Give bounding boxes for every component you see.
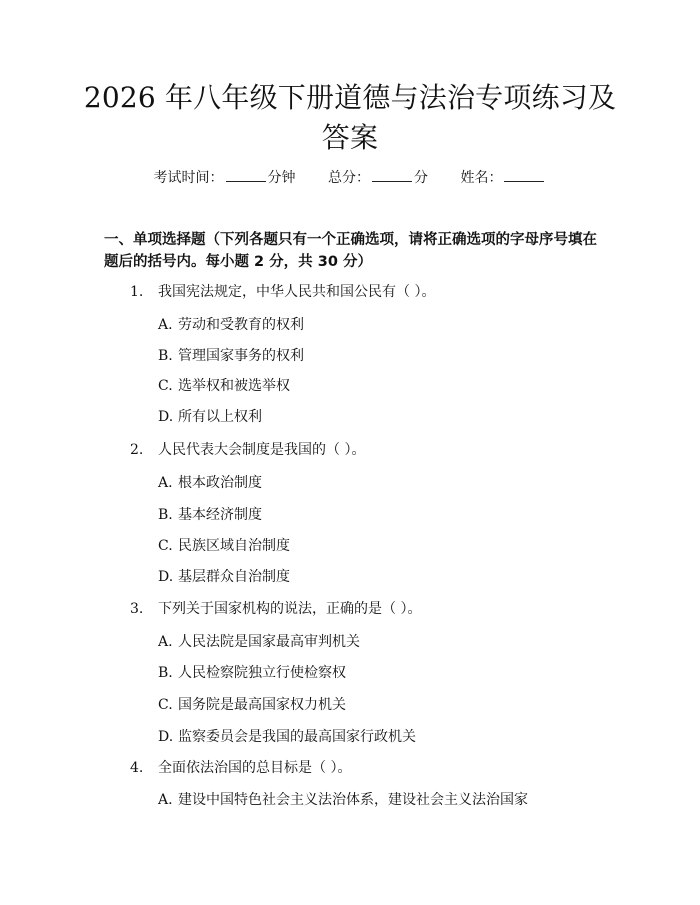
option-text: 管理国家事务的权利 bbox=[178, 348, 304, 364]
section-heading: 一、单项选择题（下列各题只有一个正确选项，请将正确选项的字母序号填在题后的括号内。每小题 2 分，共 30 分） bbox=[104, 232, 597, 270]
option-letter: C. bbox=[158, 538, 173, 554]
exam-time-blank[interactable] bbox=[226, 167, 266, 182]
question-text: 人民代表大会制度是我国的（ ）。 bbox=[158, 442, 366, 458]
option-letter: B. bbox=[158, 348, 173, 364]
question-text: 我国宪法规定，中华人民共和国公民有（ ）。 bbox=[158, 284, 436, 300]
total-score-unit: 分 bbox=[414, 170, 428, 186]
option-letter: B. bbox=[158, 507, 173, 523]
exam-time-field bbox=[154, 167, 296, 188]
student-name-blank[interactable] bbox=[504, 167, 544, 182]
option-text: 人民法院是国家最高审判机关 bbox=[178, 634, 360, 650]
question-2-option-d[interactable] bbox=[158, 567, 290, 587]
option-letter: A. bbox=[158, 792, 173, 808]
question-number: 1. bbox=[130, 284, 144, 300]
question-3-option-d[interactable] bbox=[158, 727, 416, 747]
question-2-option-b[interactable] bbox=[158, 505, 262, 525]
question-4 bbox=[130, 758, 351, 778]
question-1-option-c[interactable] bbox=[158, 376, 290, 396]
option-text: 民族区域自治制度 bbox=[178, 538, 290, 554]
student-name-field bbox=[460, 167, 546, 188]
option-text: 劳动和受教育的权利 bbox=[178, 317, 304, 333]
option-letter: B. bbox=[158, 665, 173, 681]
option-text: 建设中国特色社会主义法治体系，建设社会主义法治国家 bbox=[178, 792, 528, 808]
exam-info-line bbox=[0, 167, 700, 188]
option-text: 基层群众自治制度 bbox=[178, 569, 290, 585]
option-letter: A. bbox=[158, 475, 173, 491]
option-text: 国务院是最高国家权力机关 bbox=[178, 697, 346, 713]
question-number: 2. bbox=[130, 442, 144, 458]
option-letter: D. bbox=[158, 409, 174, 425]
student-name-label: 姓名： bbox=[460, 170, 503, 186]
question-3-option-c[interactable] bbox=[158, 695, 346, 715]
document-title: 2026 年八年级下册道德与法治专项练习及答案 bbox=[83, 81, 617, 154]
option-text: 基本经济制度 bbox=[178, 507, 262, 523]
question-1-option-d[interactable] bbox=[158, 407, 262, 427]
total-score-field bbox=[328, 167, 428, 188]
exam-time-unit: 分钟 bbox=[267, 170, 296, 186]
total-score-blank[interactable] bbox=[372, 167, 412, 182]
question-1 bbox=[130, 282, 435, 302]
question-3-option-b[interactable] bbox=[158, 663, 346, 683]
question-2 bbox=[130, 440, 365, 460]
question-1-option-b[interactable] bbox=[158, 346, 304, 366]
exam-time-label: 考试时间： bbox=[153, 170, 224, 186]
question-3-option-a[interactable] bbox=[158, 632, 360, 652]
option-letter: A. bbox=[158, 317, 173, 333]
total-score-label: 总分： bbox=[328, 170, 370, 186]
option-letter: A. bbox=[158, 634, 173, 650]
question-text: 下列关于国家机构的说法，正确的是（ ）。 bbox=[158, 601, 422, 617]
option-letter: D. bbox=[158, 729, 174, 745]
question-3 bbox=[130, 599, 421, 619]
option-text: 人民检察院独立行使检察权 bbox=[178, 665, 346, 681]
question-number: 3. bbox=[130, 601, 144, 617]
question-2-option-a[interactable] bbox=[158, 473, 262, 493]
option-text: 根本政治制度 bbox=[178, 475, 262, 491]
question-4-option-a[interactable] bbox=[158, 790, 528, 810]
question-text: 全面依法治国的总目标是（ ）。 bbox=[158, 760, 352, 776]
option-text: 选举权和被选举权 bbox=[178, 378, 290, 394]
question-number: 4. bbox=[130, 760, 144, 776]
option-letter: C. bbox=[158, 697, 173, 713]
question-1-option-a[interactable] bbox=[158, 315, 304, 335]
option-text: 监察委员会是我国的最高国家行政机关 bbox=[178, 729, 416, 745]
question-2-option-c[interactable] bbox=[158, 536, 290, 556]
option-text: 所有以上权利 bbox=[178, 409, 262, 425]
option-letter: D. bbox=[158, 569, 174, 585]
option-letter: C. bbox=[158, 378, 173, 394]
